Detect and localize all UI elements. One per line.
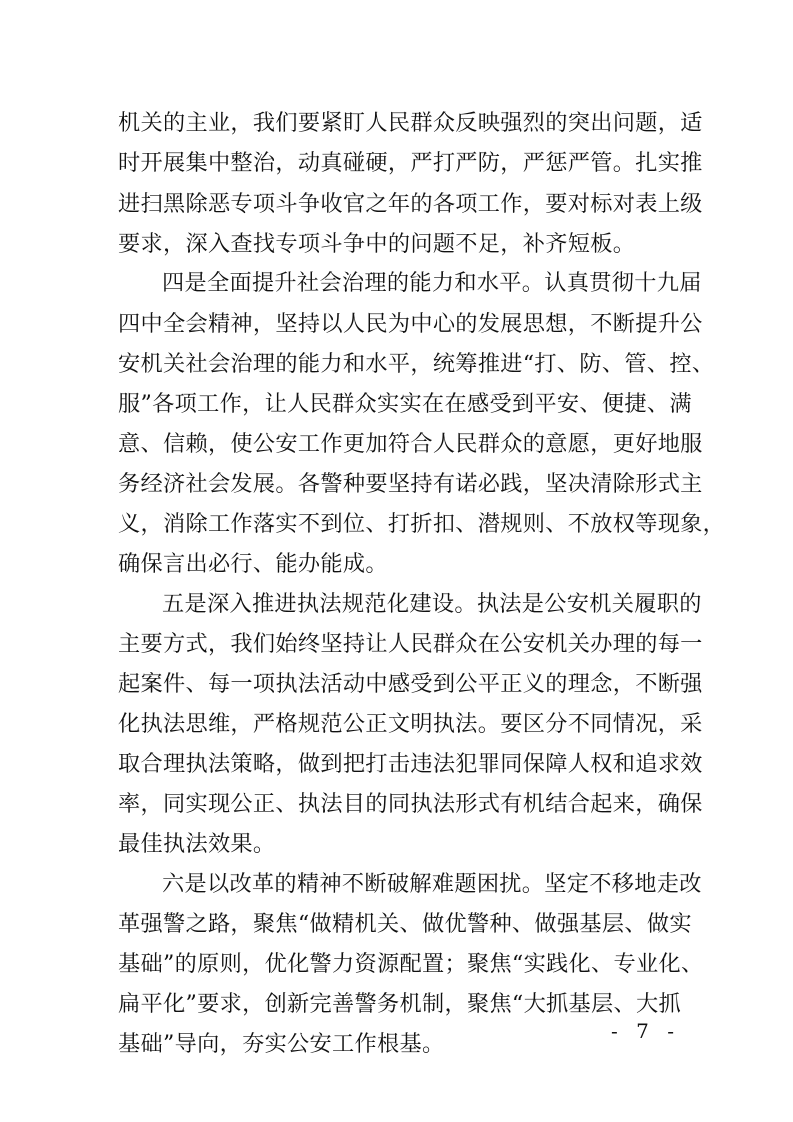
page-number: - 7 - [611,1019,680,1043]
text-line: 扁平化”要求，创新完善警务机制，聚焦“大抓基层、大抓 [118,991,681,1017]
text-line: 基础”的原则，优化警力资源配置；聚焦“实践化、专业化、 [118,951,704,977]
text-line: 率，同实现公正、执法目的同执法形式有机结合起来，确保 [118,791,703,817]
text-line: 意、信赖，使公安工作更加符合人民群众的意愿，更好地服 [118,431,703,457]
text-line: 时开展集中整治，动真碰硬，严打严防，严惩严管。扎实推 [118,150,703,176]
paragraph-first-line: 四是全面提升社会治理的能力和水平。认真贯彻十九届 [162,270,702,296]
text-line: 义，消除工作落实不到位、打折扣、潜规则、不放权等现象， [118,511,726,537]
text-line: 取合理执法策略，做到把打击违法犯罪同保障人权和追求效 [118,751,703,777]
text-line: 服”各项工作，让人民群众实实在在感受到平安、便捷、满 [118,391,692,417]
text-line: 要求，深入查找专项斗争中的问题不足，补齐短板。 [118,231,636,257]
text-line: 起案件、每一项执法活动中感受到公平正义的理念，不断强 [118,671,703,697]
text-line: 务经济社会发展。各警种要坚持有诺必践，坚决清除形式主 [118,471,703,497]
text-line: 化执法思维，严格规范公正文明执法。要区分不同情况，采 [118,711,703,737]
text-line: 确保言出必行、能办能成。 [118,551,388,577]
paragraph-first-line: 五是深入推进执法规范化建设。执法是公安机关履职的 [162,591,702,617]
text-line: 基础”导向，夯实公安工作根基。 [118,1031,445,1057]
text-line: 四中全会精神，坚持以人民为中心的发展思想，不断提升公 [118,311,703,337]
text-line: 最佳执法效果。 [118,831,276,857]
paragraph-first-line: 六是以改革的精神不断破解难题困扰。坚定不移地走改 [162,871,702,897]
text-line: 机关的主业，我们要紧盯人民群众反映强烈的突出问题，适 [118,110,703,136]
text-line: 进扫黑除恶专项斗争收官之年的各项工作，要对标对表上级 [118,191,703,217]
text-line: 主要方式，我们始终坚持让人民群众在公安机关办理的每一 [118,631,703,657]
text-line: 安机关社会治理的能力和水平，统筹推进“打、防、管、控、 [118,351,715,377]
text-line: 革强警之路，聚焦“做精机关、做优警种、做强基层、做实 [118,911,692,937]
